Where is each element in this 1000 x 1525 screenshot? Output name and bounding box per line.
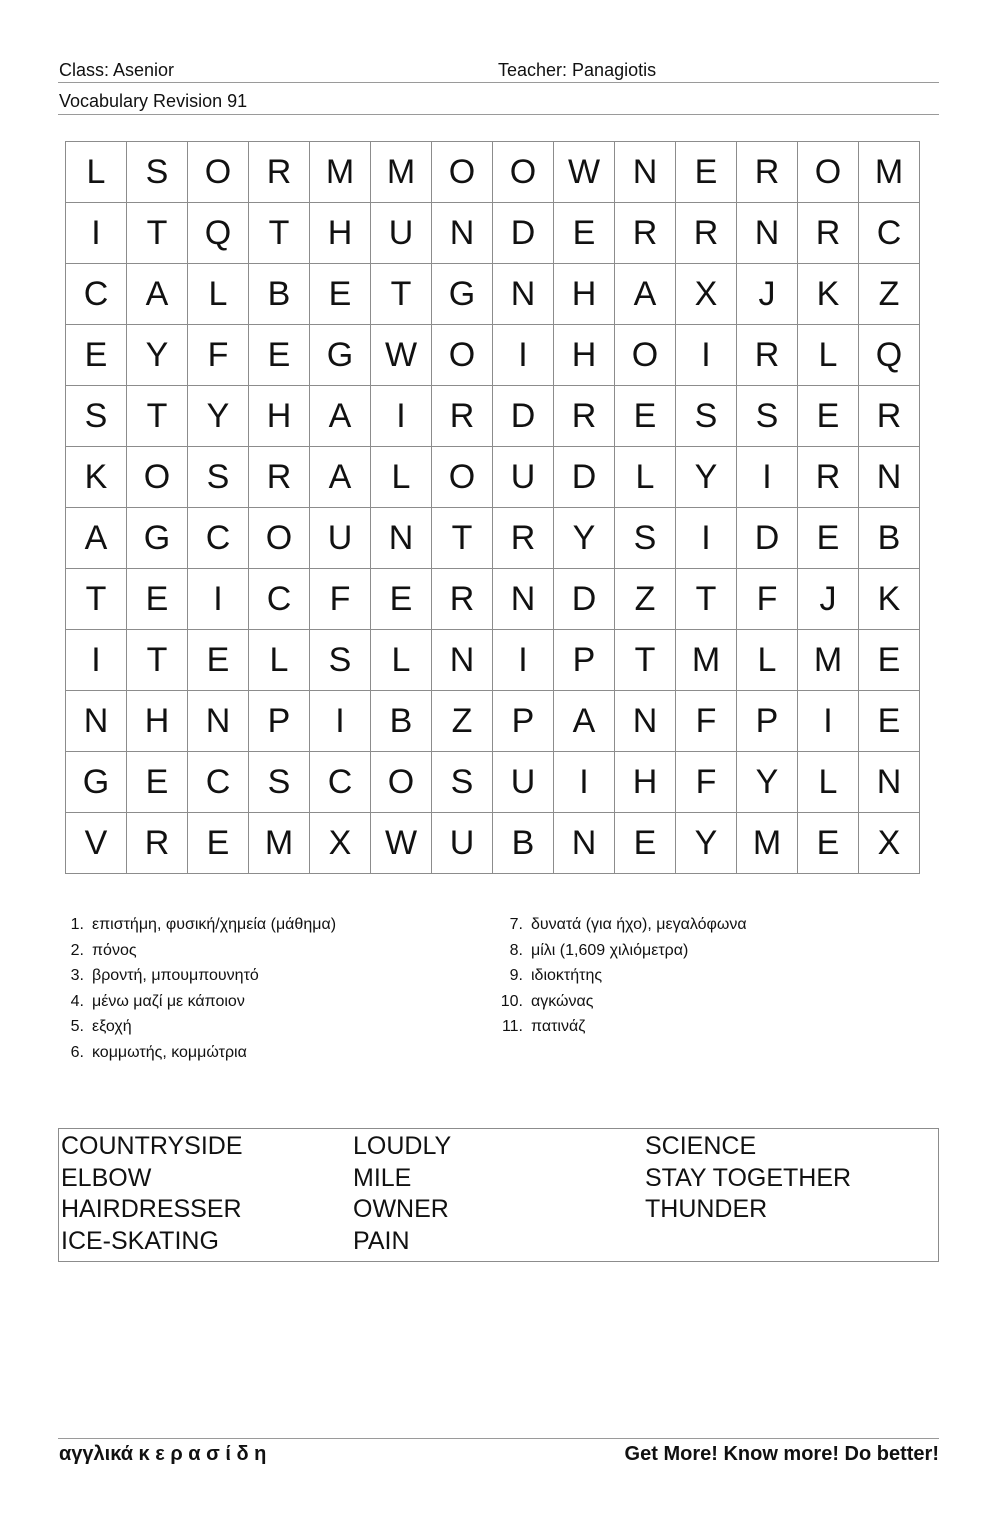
clue-text: πατινάζ [531, 1018, 586, 1036]
clue-text: αγκώνας [531, 992, 594, 1010]
grid-cell: F [676, 691, 737, 752]
grid-cell: I [371, 386, 432, 447]
grid-cell: X [676, 264, 737, 325]
grid-cell: S [310, 630, 371, 691]
grid-row [66, 508, 920, 569]
grid-cell: N [859, 447, 920, 508]
grid-cell: H [310, 203, 371, 264]
grid-cell: S [127, 142, 188, 203]
grid-cell: V [66, 813, 127, 874]
grid-cell: E [188, 813, 249, 874]
grid-cell: S [188, 447, 249, 508]
grid-cell: W [371, 325, 432, 386]
grid-cell: A [127, 264, 188, 325]
word-bank-word: MILE [353, 1163, 412, 1192]
grid-cell: A [310, 386, 371, 447]
grid-cell: S [676, 386, 737, 447]
grid-cell: D [554, 447, 615, 508]
grid-cell: M [249, 813, 310, 874]
grid-cell: B [493, 813, 554, 874]
grid-cell: L [371, 447, 432, 508]
clue-text: μίλι (1,609 χιλιόμετρα) [531, 941, 689, 959]
grid-cell: Y [127, 325, 188, 386]
clue-item [499, 912, 747, 938]
word-bank-word: HAIRDRESSER [61, 1195, 242, 1223]
grid-cell: I [676, 508, 737, 569]
clue-item [499, 938, 747, 964]
footer-brand: αγγλικά κ ε ρ α σ ί δ η [59, 1443, 267, 1465]
grid-cell: S [66, 386, 127, 447]
grid-cell: I [493, 630, 554, 691]
word-bank-word: COUNTRYSIDE [61, 1132, 243, 1160]
grid-cell: Y [737, 752, 798, 813]
clue-text: ιδιοκτήτης [531, 967, 603, 985]
grid-cell: Y [554, 508, 615, 569]
class-label: Class: Asenior [59, 60, 175, 80]
grid-cell: N [432, 203, 493, 264]
grid-cell: E [188, 630, 249, 691]
grid-row [66, 752, 920, 813]
grid-cell: X [310, 813, 371, 874]
clue-text: πόνος [92, 941, 137, 959]
grid-cell: R [127, 813, 188, 874]
clue-text: μένω μαζί με κάποιον [92, 992, 245, 1010]
footer-divider [58, 1438, 939, 1439]
clue-number: 9. [509, 967, 523, 985]
grid-cell: H [615, 752, 676, 813]
grid-cell: U [371, 203, 432, 264]
grid-cell: N [371, 508, 432, 569]
word-bank-column [61, 1131, 243, 1257]
grid-cell: C [859, 203, 920, 264]
grid-cell: D [493, 386, 554, 447]
clue-number: 11. [501, 1018, 523, 1036]
grid-cell: R [676, 203, 737, 264]
word-bank-word: ICE-SKATING [61, 1226, 219, 1255]
grid-cell: J [737, 264, 798, 325]
grid-cell: T [432, 508, 493, 569]
grid-cell: P [493, 691, 554, 752]
grid-cell: M [798, 630, 859, 691]
grid-cell: Z [432, 691, 493, 752]
grid-cell: E [859, 630, 920, 691]
grid-cell: X [859, 813, 920, 874]
grid-cell: T [249, 203, 310, 264]
grid-cell: L [798, 325, 859, 386]
grid-cell: F [676, 752, 737, 813]
grid-cell: R [493, 508, 554, 569]
grid-cell: U [493, 447, 554, 508]
grid-cell: E [554, 203, 615, 264]
grid-cell: I [66, 630, 127, 691]
grid-cell: E [371, 569, 432, 630]
grid-cell: N [66, 691, 127, 752]
clue-text: βροντή, μπουμπουνητό [92, 967, 259, 985]
grid-cell: K [798, 264, 859, 325]
word-bank-word: LOUDLY [353, 1132, 452, 1160]
grid-cell: P [737, 691, 798, 752]
word-bank-word: ELBOW [61, 1163, 152, 1192]
grid-cell: I [676, 325, 737, 386]
grid-row [66, 630, 920, 691]
grid-cell: G [66, 752, 127, 813]
word-bank-column [645, 1131, 851, 1226]
grid-cell: E [615, 813, 676, 874]
clue-number: 7. [509, 916, 523, 933]
clue-number: 2. [70, 941, 84, 959]
grid-cell: Y [676, 447, 737, 508]
clue-item [68, 989, 336, 1015]
grid-cell: Z [615, 569, 676, 630]
grid-cell: P [249, 691, 310, 752]
footer-slogan: Get More! Know more! Do better! [624, 1443, 939, 1465]
grid-cell: I [493, 325, 554, 386]
grid-cell: W [554, 142, 615, 203]
grid-cell: N [432, 630, 493, 691]
word-search-grid [65, 141, 920, 874]
grid-cell: B [371, 691, 432, 752]
grid-row [66, 142, 920, 203]
grid-cell: O [432, 142, 493, 203]
grid-cell: A [554, 691, 615, 752]
clue-item [68, 938, 336, 964]
word-bank-word: PAIN [353, 1226, 410, 1255]
grid-row [66, 447, 920, 508]
grid-cell: R [798, 203, 859, 264]
grid-cell: E [249, 325, 310, 386]
clue-item [68, 1040, 336, 1066]
grid-cell: E [615, 386, 676, 447]
grid-row [66, 203, 920, 264]
grid-cell: N [493, 264, 554, 325]
grid-cell: W [371, 813, 432, 874]
grid-cell: E [66, 325, 127, 386]
grid-cell: Y [188, 386, 249, 447]
grid-cell: M [859, 142, 920, 203]
grid-cell: R [859, 386, 920, 447]
grid-cell: U [310, 508, 371, 569]
clue-item [499, 1014, 747, 1040]
grid-cell: C [66, 264, 127, 325]
grid-cell: L [66, 142, 127, 203]
grid-cell: G [127, 508, 188, 569]
word-bank-word: THUNDER [645, 1195, 768, 1223]
grid-cell: P [554, 630, 615, 691]
grid-cell: L [798, 752, 859, 813]
grid-cell: N [493, 569, 554, 630]
word-bank-word: STAY TOGETHER [645, 1163, 852, 1192]
header-divider [58, 82, 939, 83]
clue-number: 6. [70, 1043, 84, 1061]
grid-cell: O [188, 142, 249, 203]
grid-cell: O [432, 325, 493, 386]
grid-cell: F [188, 325, 249, 386]
grid-cell: S [432, 752, 493, 813]
grid-cell: I [188, 569, 249, 630]
grid-cell: S [249, 752, 310, 813]
grid-cell: B [859, 508, 920, 569]
word-bank-column [353, 1131, 451, 1257]
grid-cell: E [798, 386, 859, 447]
grid-cell: N [615, 142, 676, 203]
clue-number: 4. [70, 992, 84, 1010]
grid-cell: O [615, 325, 676, 386]
grid-cell: D [737, 508, 798, 569]
grid-cell: M [676, 630, 737, 691]
grid-row [66, 386, 920, 447]
grid-cell: T [127, 203, 188, 264]
grid-cell: E [798, 813, 859, 874]
grid-cell: R [432, 569, 493, 630]
grid-cell: M [371, 142, 432, 203]
grid-cell: O [432, 447, 493, 508]
grid-cell: I [66, 203, 127, 264]
grid-cell: L [615, 447, 676, 508]
grid-cell: E [798, 508, 859, 569]
grid-cell: N [615, 691, 676, 752]
grid-cell: M [737, 813, 798, 874]
grid-cell: L [737, 630, 798, 691]
grid-cell: G [432, 264, 493, 325]
grid-cell: A [66, 508, 127, 569]
word-bank-word: SCIENCE [645, 1132, 757, 1160]
clue-item [499, 963, 747, 989]
grid-cell: D [554, 569, 615, 630]
grid-cell: H [554, 264, 615, 325]
grid-cell: U [493, 752, 554, 813]
grid-cell: R [249, 447, 310, 508]
grid-cell: O [127, 447, 188, 508]
grid-row [66, 569, 920, 630]
grid-cell: K [859, 569, 920, 630]
grid-cell: E [310, 264, 371, 325]
grid-cell: O [249, 508, 310, 569]
clue-number: 8. [509, 941, 523, 959]
clue-number: 1. [70, 916, 84, 933]
clue-text: κομμωτής, κομμώτρια [92, 1043, 247, 1061]
grid-row [66, 264, 920, 325]
grid-cell: N [737, 203, 798, 264]
word-bank-word: OWNER [353, 1195, 449, 1223]
grid-cell: I [798, 691, 859, 752]
grid-cell: Q [859, 325, 920, 386]
clue-number: 5. [70, 1018, 84, 1036]
clue-text: επιστήμη, φυσική/χημεία (μάθημα) [92, 916, 337, 933]
grid-cell: L [371, 630, 432, 691]
grid-row [66, 813, 920, 874]
grid-cell: O [371, 752, 432, 813]
grid-cell: F [310, 569, 371, 630]
grid-cell: R [615, 203, 676, 264]
grid-cell: R [798, 447, 859, 508]
grid-cell: E [859, 691, 920, 752]
grid-cell: T [371, 264, 432, 325]
grid-cell: S [615, 508, 676, 569]
grid-cell: R [737, 325, 798, 386]
clue-item [68, 1014, 336, 1040]
grid-cell: F [737, 569, 798, 630]
grid-cell: K [66, 447, 127, 508]
grid-cell: T [66, 569, 127, 630]
grid-cell: N [859, 752, 920, 813]
clue-list-right [499, 912, 747, 1040]
grid-cell: L [249, 630, 310, 691]
clue-item [68, 912, 336, 938]
grid-cell: J [798, 569, 859, 630]
grid-cell: O [798, 142, 859, 203]
grid-row [66, 325, 920, 386]
grid-cell: U [432, 813, 493, 874]
grid-cell: C [188, 508, 249, 569]
worksheet-title: Vocabulary Revision 91 [59, 91, 248, 111]
teacher-label: Teacher: Panagiotis [498, 60, 657, 80]
grid-cell: A [615, 264, 676, 325]
grid-cell: N [554, 813, 615, 874]
grid-cell: E [127, 752, 188, 813]
clue-number: 3. [70, 967, 84, 985]
grid-cell: I [310, 691, 371, 752]
grid-cell: D [493, 203, 554, 264]
grid-cell: A [310, 447, 371, 508]
grid-cell: M [310, 142, 371, 203]
grid-cell: I [737, 447, 798, 508]
grid-row [66, 691, 920, 752]
grid-cell: R [432, 386, 493, 447]
grid-cell: T [127, 630, 188, 691]
clue-item [499, 989, 747, 1015]
clue-number: 10. [500, 992, 523, 1010]
grid-cell: O [493, 142, 554, 203]
grid-cell: G [310, 325, 371, 386]
grid-cell: C [310, 752, 371, 813]
title-divider [58, 114, 939, 115]
grid-cell: B [249, 264, 310, 325]
grid-cell: T [676, 569, 737, 630]
grid-cell: Y [676, 813, 737, 874]
grid-cell: I [554, 752, 615, 813]
clue-text: δυνατά (για ήχο), μεγαλόφωνα [531, 916, 747, 933]
grid-cell: T [615, 630, 676, 691]
grid-cell: C [249, 569, 310, 630]
grid-cell: Q [188, 203, 249, 264]
grid-cell: R [249, 142, 310, 203]
grid-cell: E [676, 142, 737, 203]
word-bank [58, 1128, 939, 1262]
grid-cell: S [737, 386, 798, 447]
grid-cell: T [127, 386, 188, 447]
clue-list-left [68, 912, 336, 1066]
grid-cell: H [127, 691, 188, 752]
grid-cell: N [188, 691, 249, 752]
grid-cell: R [554, 386, 615, 447]
grid-cell: E [127, 569, 188, 630]
grid-cell: H [249, 386, 310, 447]
grid-cell: C [188, 752, 249, 813]
clue-text: εξοχή [92, 1018, 132, 1036]
grid-cell: L [188, 264, 249, 325]
grid-cell: H [554, 325, 615, 386]
clue-item [68, 963, 336, 989]
grid-cell: R [737, 142, 798, 203]
grid-cell: Z [859, 264, 920, 325]
